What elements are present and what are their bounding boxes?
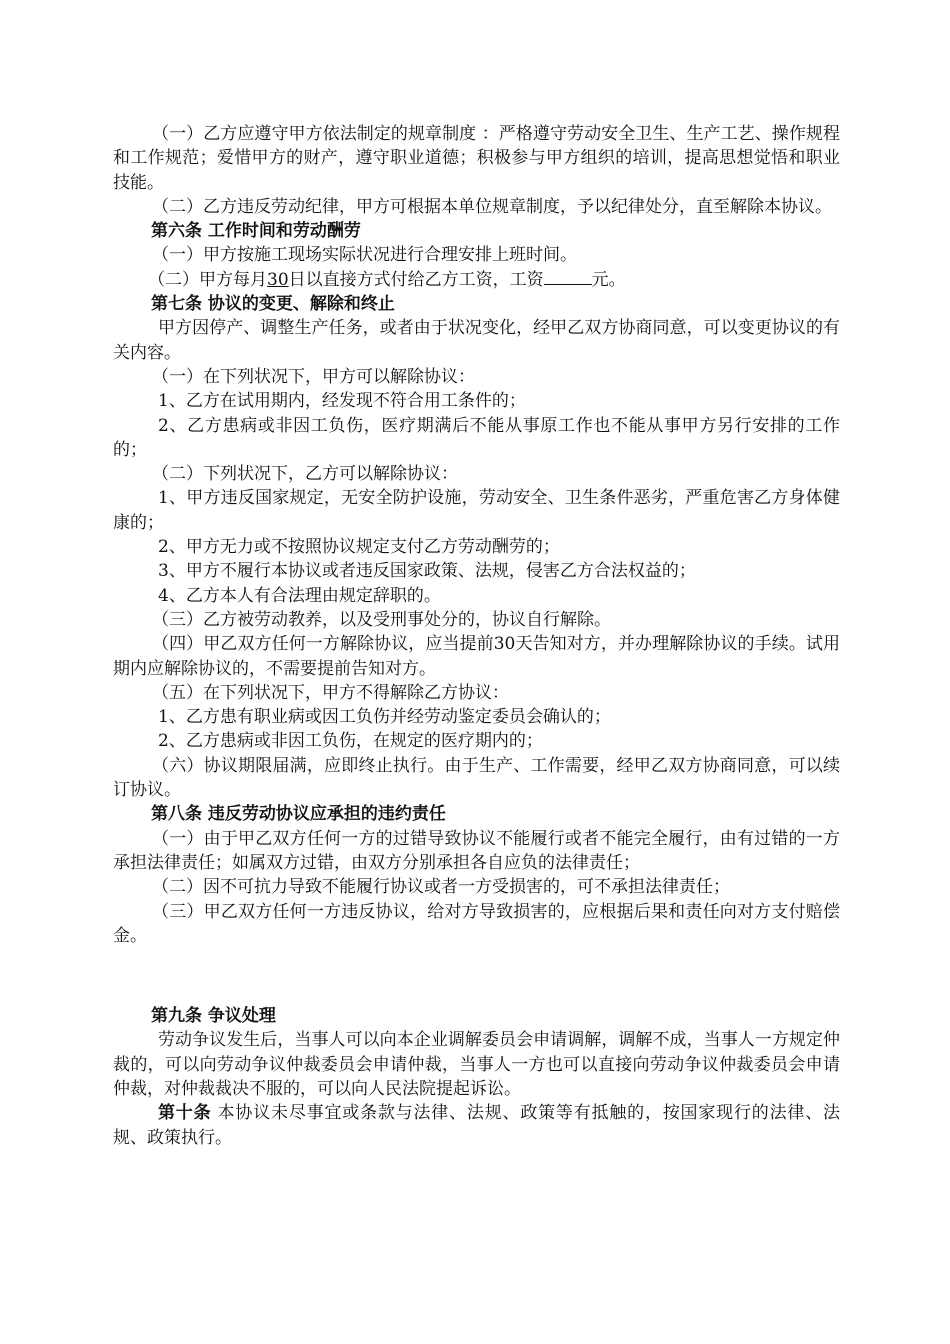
art7-section-2: （二）下列状况下，乙方可以解除协议： [152,464,458,485]
art7-section-2-item-3: 3、甲方不履行本协议或者违反国家政策、法规，侵害乙方合法权益的； [158,561,696,582]
art7-section-1-item-2: 2、乙方患病或非因工负伤，医疗期满后不能从事原工作也不能从事甲方另行安排的工作的； [113,415,840,460]
document-body [113,122,840,1150]
spacer [113,948,840,1004]
art7-heading: 第七条 协议的变更、解除和终止 [151,294,395,315]
art10-label: 第十条 [158,1103,212,1124]
art8-heading: 第八条 违反劳动协议应承担的违约责任 [151,804,446,825]
art7-section-5-item-2: 2、乙方患病或非因工负伤，在规定的医疗期内的； [158,731,543,752]
art5-paragraph-1: （一）乙方应遵守甲方依法制定的规章制度 ：严格遵守劳动安全卫生、生产工艺、操作规程和工作规范；爱惜甲方的财产，遵守职业道德；积极参与甲方组织的培训，提高思想觉悟和职业技能。 [113,124,840,193]
art6-heading: 第六条 工作时间和劳动酬劳 [151,221,361,242]
art7-section-2-item-2: 2、甲方无力或不按照协议规定支付乙方劳动酬劳的； [158,537,560,558]
art8-section-3: （三）甲乙双方任何一方违反协议，给对方导致损害的，应根据后果和责任向对方支付赔偿金。 [113,901,840,946]
art7-section-4: （四）甲乙双方任何一方解除协议，应当提前30天告知对方，并办理解除协议的手续。试用期内应解除协议的，不需要提前告知对方。 [113,634,840,679]
art7-section-3: （三）乙方被劳动教养，以及受刑事处分的，协议自行解除。 [152,609,611,630]
art7-section-5: （五）在下列状况下，甲方不得解除乙方协议： [152,682,509,703]
art9-paragraph-1: 劳动争议发生后，当事人可以向本企业调解委员会申请调解，调解不成，当事人一方规定仲裁的，可以向劳动争议仲裁委员会申请仲裁，当事人一方也可以直接向劳动争议仲裁委员会申请仲裁，对仲裁裁决不服的，可以向人民法院提起诉讼。 [113,1030,840,1099]
art10-paragraph [113,1101,840,1150]
art9-heading: 第九条 争议处理 [151,1006,276,1027]
art6-p2-text-a: （二）甲方每月 [148,269,267,290]
art5-paragraph-2: （二）乙方违反劳动纪律，甲方可根据本单位规章制度，予以纪律处分，直至解除本协议。 [152,196,832,217]
art7-section-2-item-4: 4、乙方本人有合法理由规定辞职的。 [158,585,441,606]
art7-section-1: （一）在下列状况下，甲方可以解除协议： [152,366,475,387]
art6-paragraph-1: （一）甲方按施工现场实际状况进行合理安排上班时间。 [152,245,577,266]
art8-section-1: （一）由于甲乙双方任何一方的过错导致协议不能履行或者不能完全履行，由有过错的一方承担法律责任；如属双方过错，由双方分别承担各自应负的法律责任； [113,828,840,873]
art7-section-5-item-1: 1、乙方患有职业病或因工负伤并经劳动鉴定委员会确认的； [158,707,611,728]
art8-section-2: （二）因不可抗力导致不能履行协议或者一方受损害的，可不承担法律责任； [152,877,730,898]
art6-p2-text-c: 元。 [591,269,626,290]
art7-section-1-item-1: 1、乙方在试用期内，经发现不符合用工条件的； [158,391,526,412]
payday-value: 30 [267,269,289,290]
art7-section-6: （六）协议期限届满，应即终止执行。由于生产、工作需要，经甲乙双方协商同意，可以续订协议。 [113,755,840,801]
art10-text: 本协议未尽事宜或条款与法律、法规、政策等有抵触的，按国家现行的法律、法规、政策执行。 [113,1103,841,1148]
art7-section-2-item-1: 1、甲方违反国家规定，无安全防护设施，劳动安全、卫生条件恶劣，严重危害乙方身体健康的； [113,488,840,533]
salary-blank [544,269,592,285]
art6-paragraph-2 [113,268,840,292]
art7-intro: 甲方因停产、调整生产任务，或者由于状况变化，经甲乙双方协商同意，可以变更协议的有关内容。 [113,318,840,363]
art6-p2-text-b: 日以直接方式付给乙方工资，工资 [288,269,544,290]
